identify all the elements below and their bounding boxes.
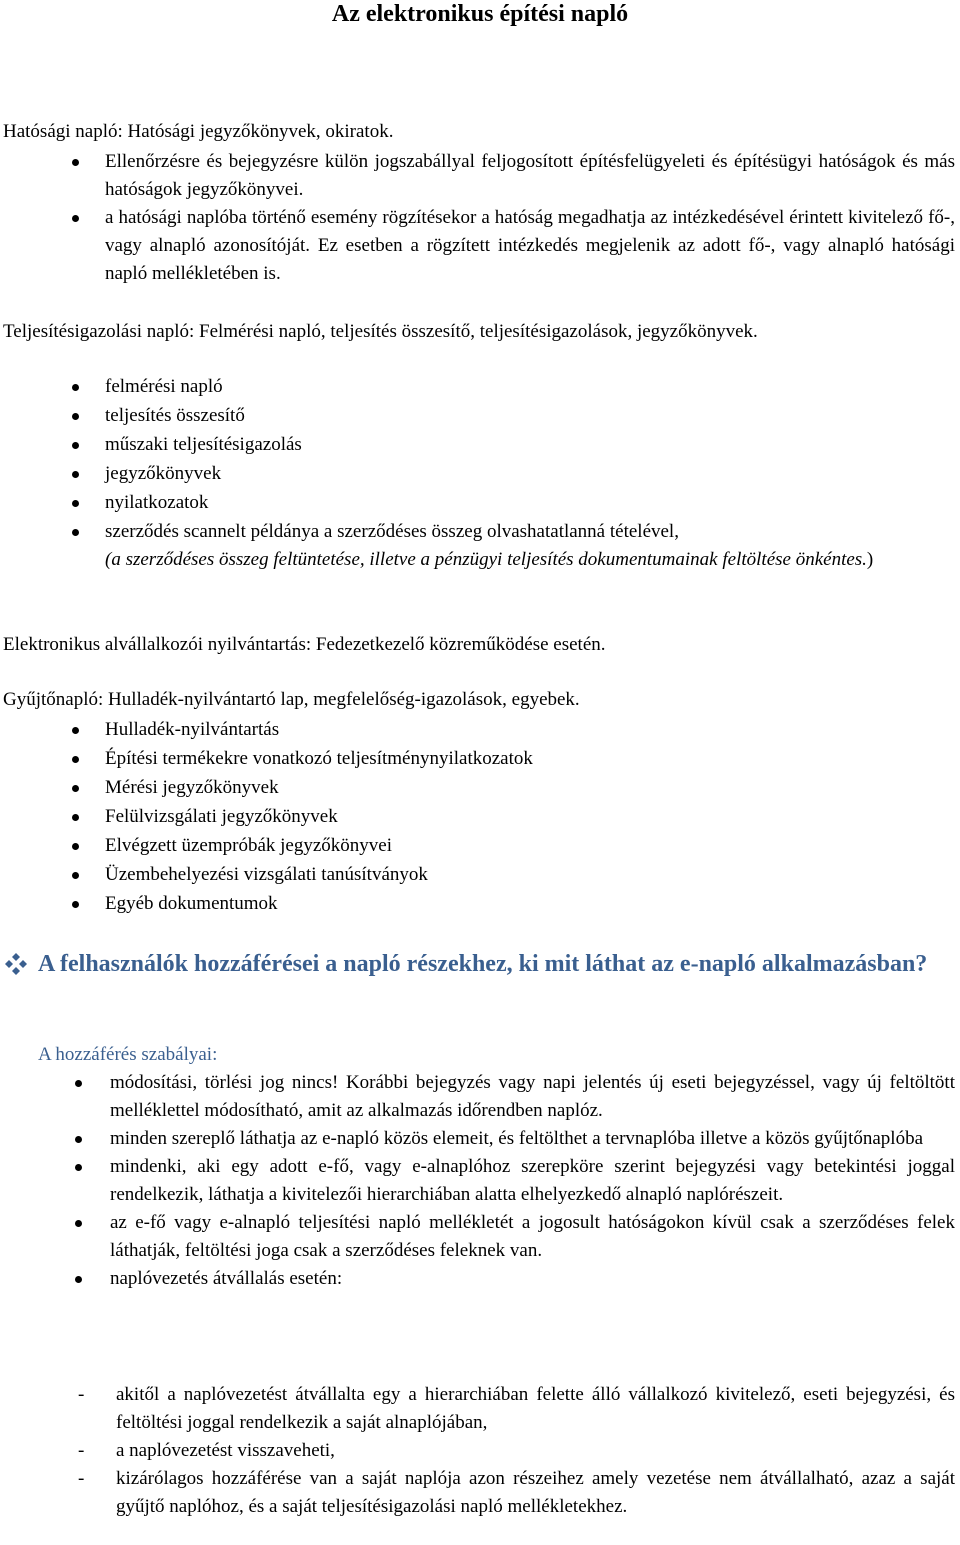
bullet-icon [75,1164,82,1171]
page-title: Az elektronikus építési napló [331,1,629,27]
teljesites-intro: Teljesítésigazolási napló: Felmérési napló, teljesítés összesítő, teljesítésigazolások, jegyzőkönyvek. [3,321,758,342]
bullet-icon [75,1080,82,1087]
list-item-text: Üzembehelyezési vizsgálati tanúsítványok [105,864,428,885]
bullet-icon [72,500,79,507]
list-item [0,832,960,860]
list-item-text: az e-fő vagy e-alnapló teljesítési napló mellékletét a jogosult hatóságokon kívül csak a szerződéses felek láthatják, feltöltési joga csak a szerződéses feleknek van. [110,1212,955,1261]
list-item [0,1265,960,1293]
hatosagi-list [0,148,960,288]
list-item-text: műszaki teljesítésigazolás [105,434,302,455]
list-item-text: módosítási, törlési jog nincs! Korábbi bejegyzés vagy napi jelentés új eseti bejegyzéssel, vagy új feltöltött melléklettel módosítható, amit az alkalmazás időrendben naplóz. [110,1072,955,1121]
list-item [0,204,960,288]
list-item-text: Ellenőrzésre és bejegyzésre külön jogszabállyal feljogosított építésfelügyeleti és építésügyi hatóságok és más hatóságok jegyzőkönyvei. [105,151,955,200]
bullet-icon [72,413,79,420]
list-item-text: nyilatkozatok [105,492,209,513]
list-item [0,460,960,488]
list-item [0,402,960,430]
list-item-text: Elvégzett üzempróbák jegyzőkönyvei [105,835,393,856]
list-item-text: felmérési napló [105,376,223,397]
bullet-icon [72,215,79,222]
list-item [0,861,960,889]
bullet-icon [72,529,79,536]
hatosagi-intro: Hatósági napló: Hatósági jegyzőkönyvek, okiratok. [3,121,394,142]
list-item [0,1209,960,1265]
list-item-text: minden szereplő láthatja az e-napló közös elemeit, és feltölthet a tervnaplóba illetve a közös gyűjtőnaplóba [110,1128,924,1149]
dash-list [0,1381,960,1521]
bullet-icon [72,159,79,166]
list-item [0,1125,960,1153]
list-item [0,148,960,204]
note-italic-text: (a szerződéses összeg feltüntetése, illetve a pénzügyi teljesítés dokumentumainak feltöltése önkéntes. [105,549,867,570]
bullet-icon [72,872,79,879]
list-item-text: teljesítés összesítő [105,405,245,426]
bullet-icon [72,843,79,850]
gyujto-intro: Gyűjtőnapló: Hulladék-nyilvántartó lap, megfelelőség-igazolások, egyebek. [3,689,580,710]
list-item [0,489,960,517]
dash-list-item [0,1437,960,1465]
list-item-text: Felülvizsgálati jegyzőkönyvek [105,806,338,827]
list-item-text: naplóvezetés átvállalás esetén: [110,1268,343,1289]
dash-item-text: kizárólagos hozzáférése van a saját naplója azon részeihez amely vezetése nem átvállalható, azaz a saját gyűjtő naplóhoz, és a saját teljesítésigazolási napló mellékletekhez. [116,1468,955,1517]
list-item [0,716,960,744]
dash-item-text: a naplóvezetést visszaveheti, [116,1440,335,1461]
dash-list-item [0,1381,960,1437]
list-item [0,1069,960,1125]
bullet-icon [72,756,79,763]
dash-marker: - [78,1440,85,1461]
bullet-icon [75,1276,82,1283]
bullet-icon [72,814,79,821]
list-item [0,518,960,546]
teljesites-list [0,373,960,574]
list-item-text: mindenki, aki egy adott e-fő, vagy e-alnaplóhoz szerepköre szerint bejegyzési vagy betekintési joggal rendelkezik, láthatja a kivitelezői hierarchiában alatta elhelyezkedő alnapló naplórészeit. [110,1156,955,1205]
section-heading-text: A felhasználók hozzáférései a napló részekhez, ki mit láthat az e-napló alkalmazásban? [38,951,928,977]
bullet-icon [72,901,79,908]
bullet-icon [72,471,79,478]
note-close-text: ) [866,549,874,570]
bullet-icon [75,1136,82,1143]
bullet-icon [72,442,79,449]
four-diamond-bullet-icon [5,953,27,975]
list-item-note [0,546,960,574]
list-item [0,1153,960,1209]
dash-item-text: akitől a naplóvezetést átvállalta egy a hierarchiában felette álló vállalkozó kivitelező, eseti bejegyzési, és feltöltési joggal rendelkezik a saját alnaplójában, [116,1384,955,1433]
list-item-text: szerződés scannelt példánya a szerződéses összeg olvashatatlanná tételével, [105,521,679,542]
dash-marker: - [78,1468,85,1489]
rules-list [0,1069,960,1293]
bullet-icon [72,727,79,734]
rules-heading: A hozzáférés szabályai: [38,1044,218,1065]
list-item-text: Egyéb dokumentumok [105,893,278,914]
list-item [0,890,960,918]
alvallalkozoi-paragraph: Elektronikus alvállalkozói nyilvántartás: Fedezetkezelő közreműködése esetén. [3,634,606,655]
list-item [0,431,960,459]
bullet-icon [72,785,79,792]
list-item [0,745,960,773]
list-item-text: Hulladék-nyilvántartás [105,719,280,740]
bullet-icon [72,384,79,391]
gyujto-list [0,716,960,918]
list-item-text: a hatósági naplóba történő esemény rögzítésekor a hatóság megadhatja az intézkedésével érintett kivitelező fő-, vagy alnapló azonosítóját. Ez esetben a rögzített intézkedés megjelenik az adott fő-, vagy alnapló hatósági napló mellékletében is. [105,207,955,284]
dash-marker: - [78,1384,85,1405]
list-item [0,803,960,831]
list-item-text: jegyzőkönyvek [105,463,222,484]
list-item [0,774,960,802]
dash-list-item [0,1465,960,1521]
list-item [0,373,960,401]
list-item-text: Építési termékekre vonatkozó teljesítménynyilatkozatok [105,748,533,769]
bullet-icon [75,1220,82,1227]
list-item-text: Mérési jegyzőkönyvek [105,777,279,798]
